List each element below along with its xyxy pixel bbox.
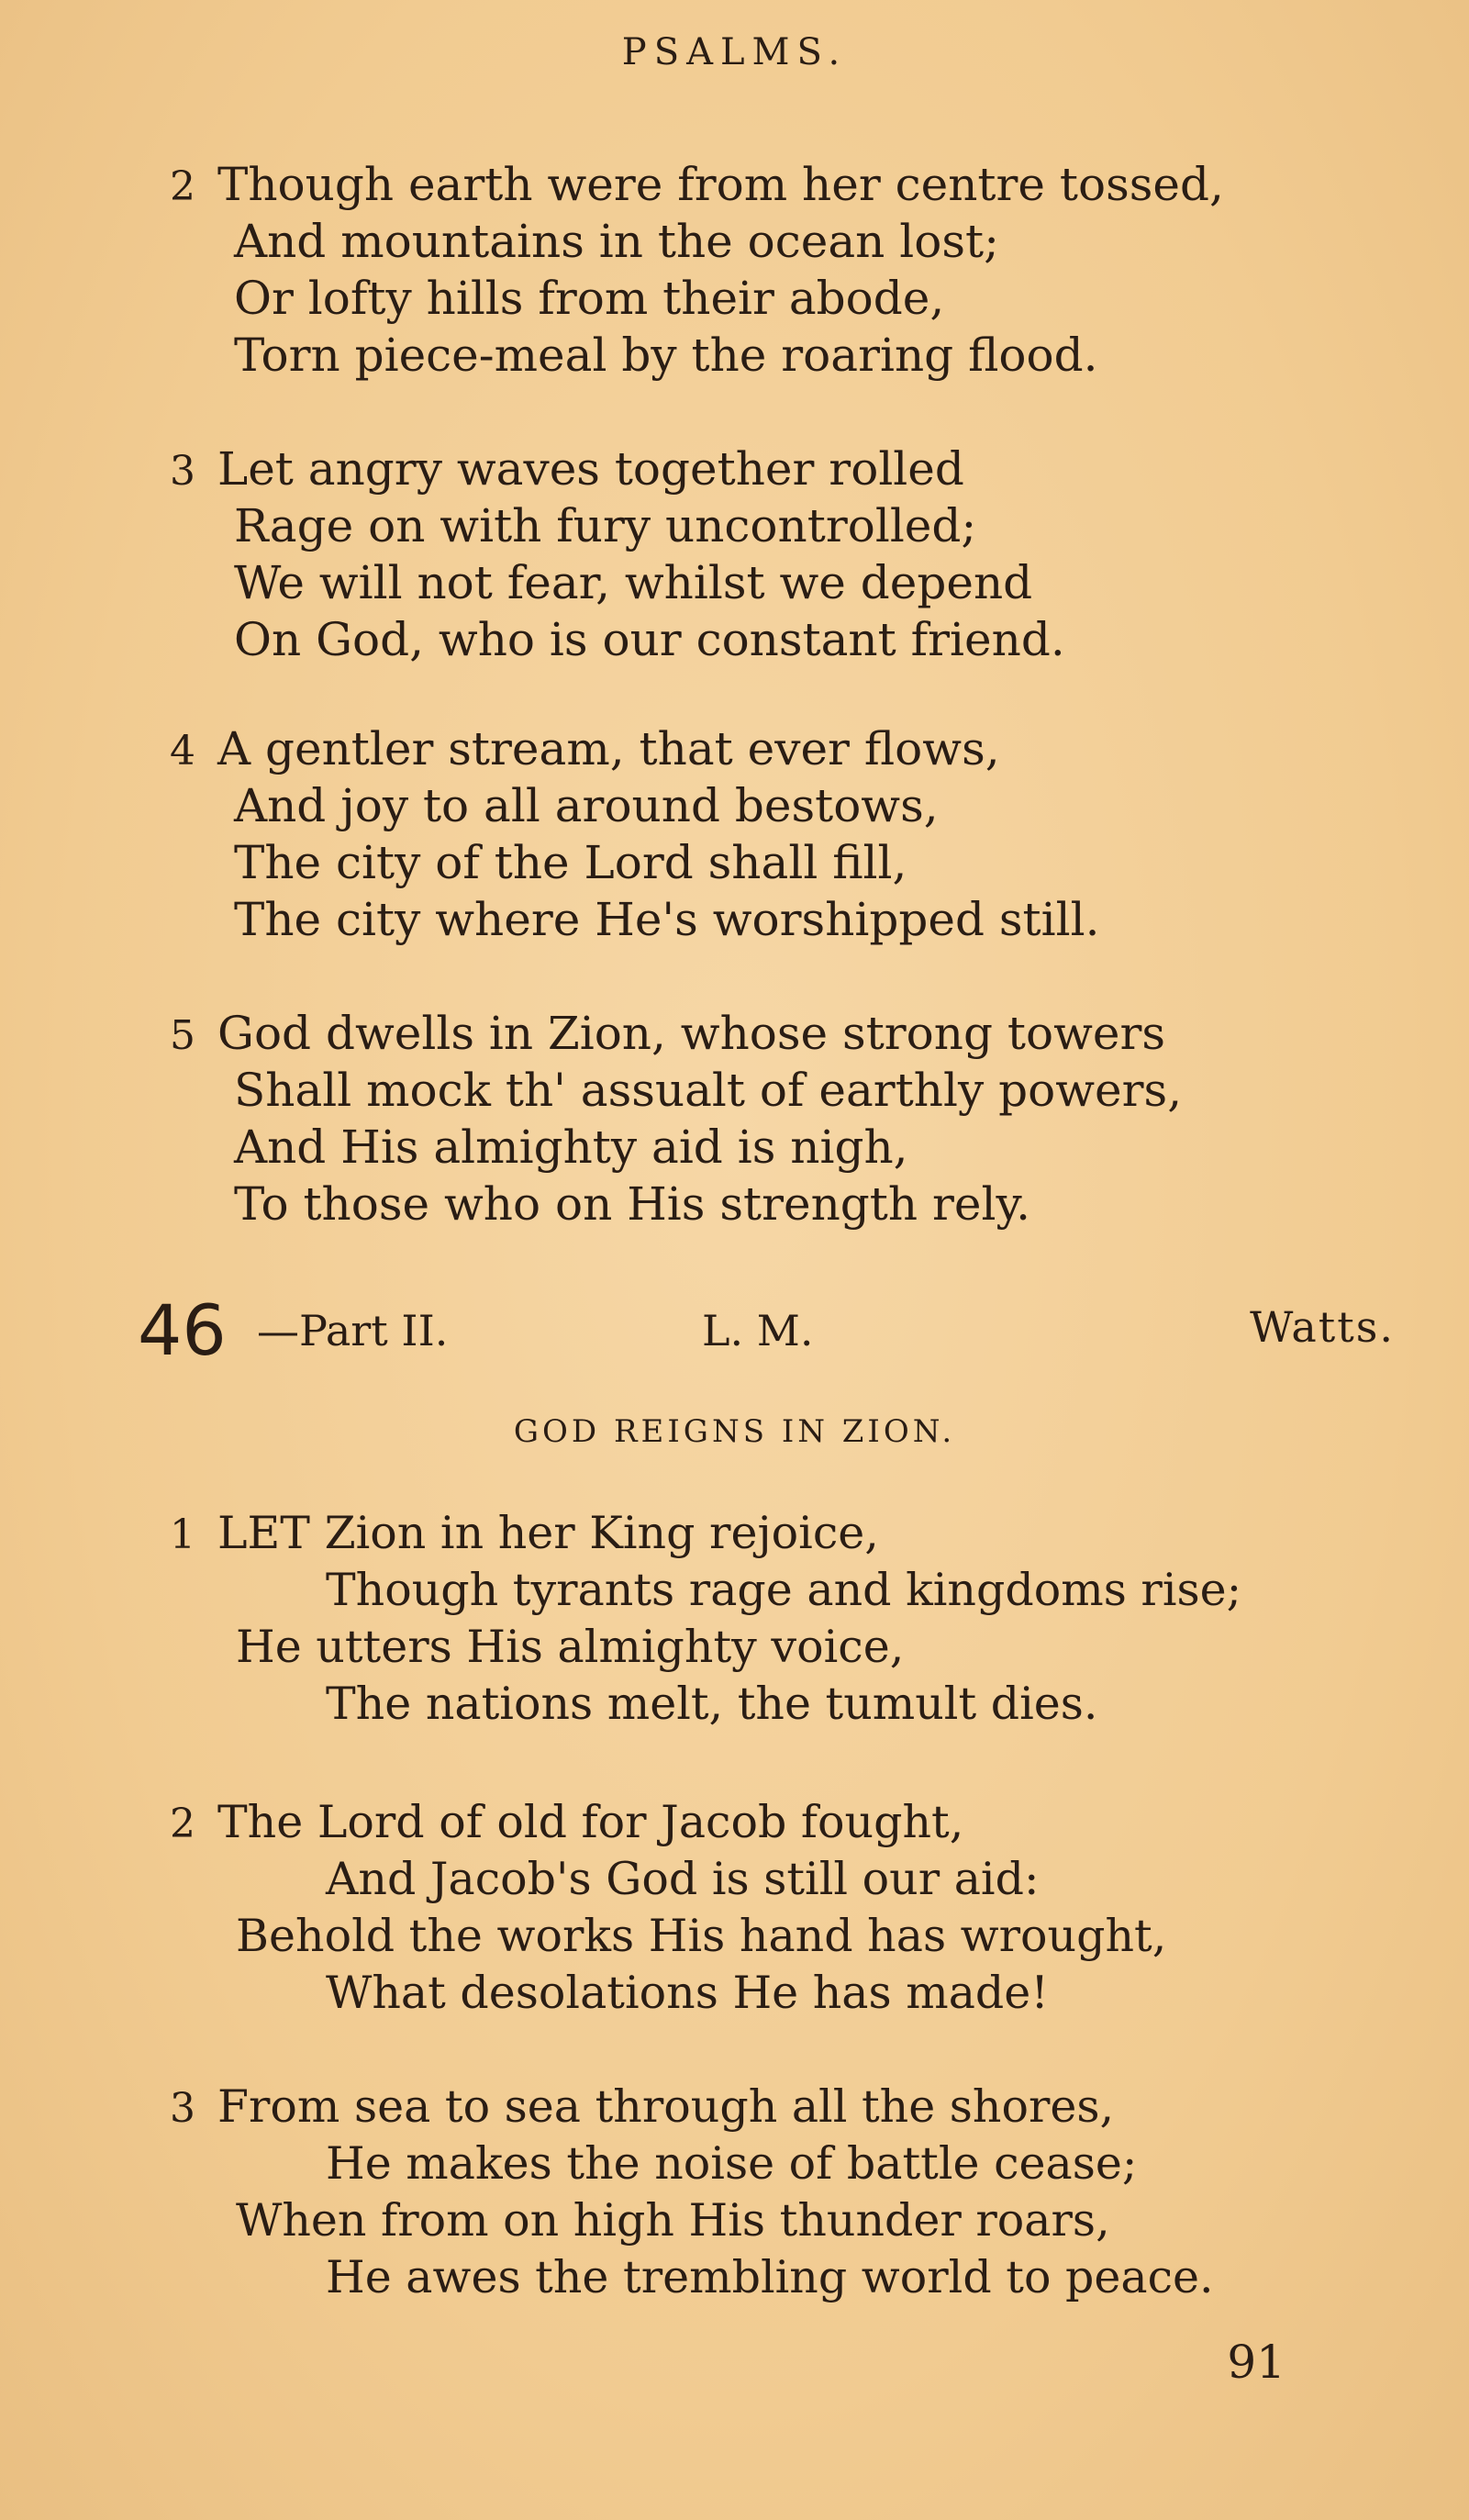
verse-4 [170,720,1381,948]
verse-line: And His almighty aid is nigh, [234,1121,908,1174]
verse-line: And mountains in the ocean lost; [234,215,999,268]
verse-line: Torn piece-meal by the roaring flood. [234,329,1098,382]
verse-line: When from on high His thunder roars, [236,2194,1110,2247]
hymn-subtitle: GOD REIGNS IN ZION. [513,1413,956,1450]
verse-line: God dwells in Zion, whose strong towers [217,1007,1166,1060]
hymn-author: Watts. [1250,1302,1395,1352]
part2-verse-3 [170,2079,1381,2306]
verse-line: To those who on His strength rely. [234,1177,1030,1231]
verse-line: The city of the Lord shall fill, [234,836,907,889]
running-header: PSALMS. [621,31,848,73]
verse-3 [170,440,1381,668]
page-number: 91 [1227,2336,1285,2389]
part2-verse-1 [170,1505,1381,1733]
verse-number: 2 [170,1801,195,1847]
verse-line: From sea to sea through all the shores, [217,2080,1115,2133]
verse-number: 5 [170,1012,195,1059]
verse-line: He awes the trembling world to peace. [326,2251,1214,2303]
verse-line: He utters His almighty voice, [236,1621,905,1673]
verse-line: What desolations He has made! [326,1967,1049,2019]
verse-number: 3 [170,448,195,495]
verse-line: Though earth were from her centre tossed, [217,158,1224,211]
verse-line: LET Zion in her King rejoice, [217,1507,879,1559]
verse-number: 4 [170,728,195,775]
verse-number: 3 [170,2085,195,2132]
verse-line: We will not fear, whilst we depend [234,556,1033,609]
verse-line: Shall mock th' assualt of earthly powers, [234,1064,1183,1117]
hymn-number: 46 [138,1289,227,1371]
verse-number: 2 [170,163,195,210]
verse-line: And Jacob's God is still our aid: [326,1853,1040,1905]
verse-line: And joy to all around bestows, [234,779,939,832]
hymn-part: —Part II. [257,1306,449,1355]
verse-line: Behold the works His hand has wrought, [236,1910,1167,1962]
verse-line: Or lofty hills from their abode, [234,272,945,325]
verse-line: The Lord of old for Jacob fought, [217,1796,964,1848]
verse-line: On God, who is our constant friend. [234,613,1065,666]
verse-line: He makes the noise of battle cease; [326,2137,1138,2190]
part2-verse-2 [170,1794,1381,2022]
verse-2 [170,156,1381,384]
verse-line: The city where He's worshipped still. [234,893,1100,946]
verse-number: 1 [170,1511,195,1558]
verse-line: Rage on with fury uncontrolled; [234,499,977,552]
verse-line: Let angry waves together rolled [217,442,964,496]
hymn-meter: L. M. [702,1306,814,1355]
hymn-heading [138,1289,1395,1381]
verse-line: A gentler stream, that ever flows, [217,722,1000,775]
verse-line: The nations melt, the tumult dies. [326,1678,1098,1730]
verse-5 [170,1005,1381,1232]
verse-line: Though tyrants rage and kingdoms rise; [326,1564,1242,1616]
